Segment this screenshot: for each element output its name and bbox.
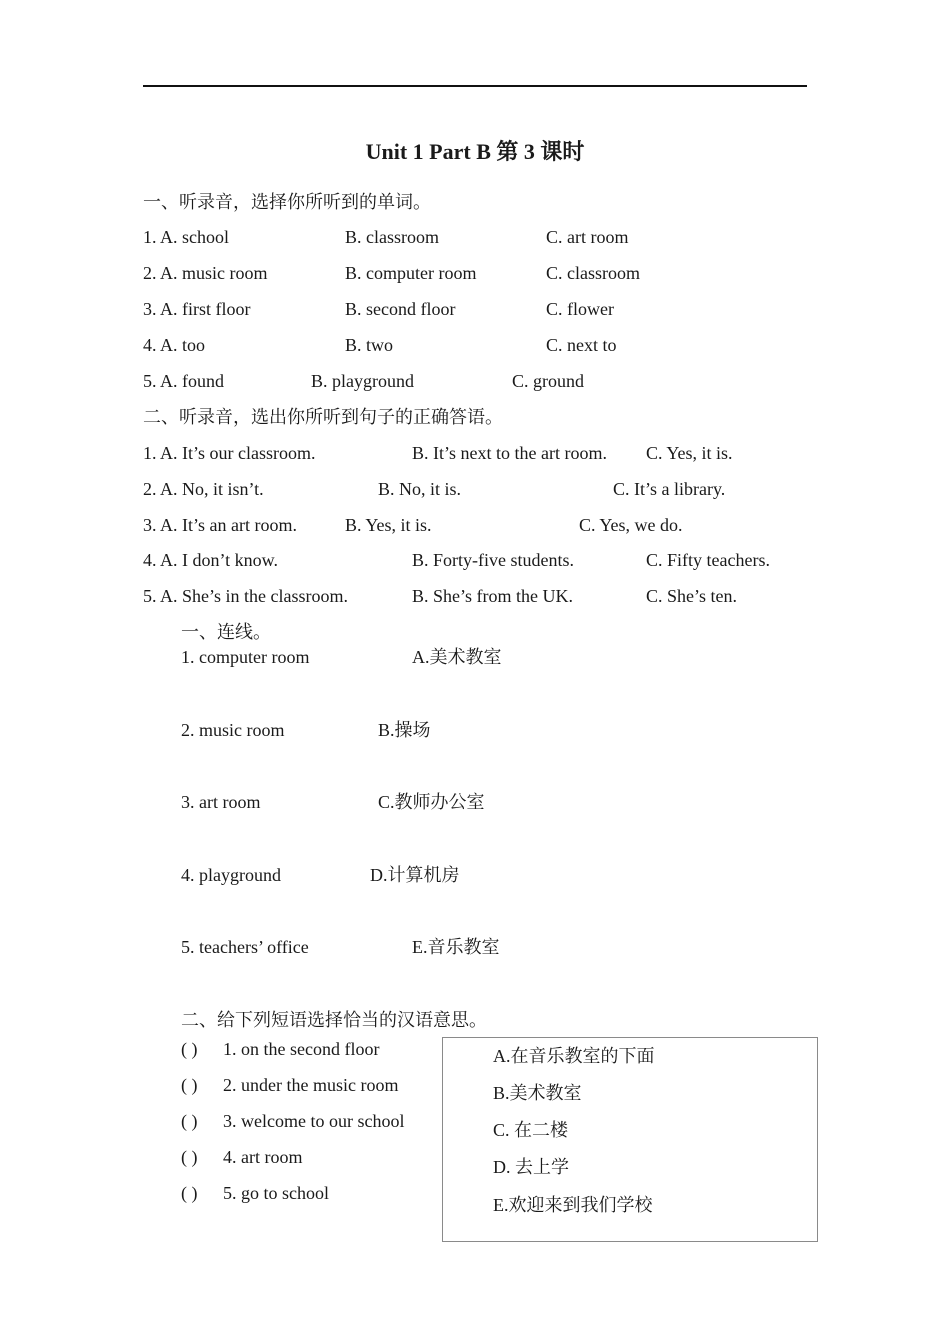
s2-q3-a: 3. A. It’s an art room. — [143, 515, 297, 535]
s2-q2-b: B. No, it is. — [378, 479, 462, 499]
s2-q4-b: B. Forty-five students. — [412, 550, 574, 570]
match-right-a: A.美术教室 — [412, 647, 502, 667]
match-left-1: 1. computer room — [181, 647, 310, 667]
s1-q5-a: 5. A. found — [143, 371, 224, 391]
s1-q2-a: 2. A. music room — [143, 263, 268, 283]
s1-q3-a: 3. A. first floor — [143, 299, 251, 319]
match-left-4: 4. playground — [181, 865, 281, 885]
s1-q1-c: C. art room — [546, 227, 629, 247]
s2-q1-c: C. Yes, it is. — [646, 443, 733, 463]
section4-heading: 二、给下列短语选择恰当的汉语意思。 — [181, 1010, 487, 1030]
phrase-1: 1. on the second floor — [223, 1039, 380, 1059]
s2-q2-a: 2. A. No, it isn’t. — [143, 479, 264, 499]
option-c: C. 在二楼 — [493, 1120, 569, 1140]
s2-q4-a: 4. A. I don’t know. — [143, 550, 278, 570]
option-a: A.在音乐教室的下面 — [493, 1046, 655, 1066]
option-e: E.欢迎来到我们学校 — [493, 1195, 653, 1215]
answer-blank-2[interactable]: ( ) — [181, 1075, 198, 1095]
section3-heading: 一、连线。 — [181, 622, 271, 642]
s2-q5-b: B. She’s from the UK. — [412, 586, 573, 606]
s1-q5-c: C. ground — [512, 371, 584, 391]
section1-heading: 一、听录音，选择你所听到的单词。 — [143, 192, 431, 212]
s1-q3-b: B. second floor — [345, 299, 456, 319]
match-right-c: C.教师办公室 — [378, 792, 485, 812]
s2-q3-b: B. Yes, it is. — [345, 515, 432, 535]
answer-blank-4[interactable]: ( ) — [181, 1147, 198, 1167]
s2-q3-c: C. Yes, we do. — [579, 515, 683, 535]
phrase-4: 4. art room — [223, 1147, 303, 1167]
s1-q4-b: B. two — [345, 335, 394, 355]
phrase-2: 2. under the music room — [223, 1075, 399, 1095]
s2-q5-a: 5. A. She’s in the classroom. — [143, 586, 348, 606]
page-title: Unit 1 Part B 第 3 课时 — [365, 139, 585, 164]
option-b: B.美术教室 — [493, 1083, 582, 1103]
s2-q2-c: C. It’s a library. — [613, 479, 726, 499]
s2-q1-b: B. It’s next to the art room. — [412, 443, 607, 463]
match-right-e: E.音乐教室 — [412, 937, 500, 957]
s2-q1-a: 1. A. It’s our classroom. — [143, 443, 316, 463]
s1-q5-b: B. playground — [311, 371, 414, 391]
phrase-3: 3. welcome to our school — [223, 1111, 405, 1131]
phrase-5: 5. go to school — [223, 1183, 329, 1203]
match-right-d: D.计算机房 — [370, 865, 460, 885]
answer-blank-5[interactable]: ( ) — [181, 1183, 198, 1203]
match-left-5: 5. teachers’ office — [181, 937, 309, 957]
s1-q4-a: 4. A. too — [143, 335, 206, 355]
s1-q2-c: C. classroom — [546, 263, 640, 283]
s2-q4-c: C. Fifty teachers. — [646, 550, 770, 570]
match-left-2: 2. music room — [181, 720, 285, 740]
section2-heading: 二、听录音，选出你所听到句子的正确答语。 — [143, 407, 503, 427]
s1-q4-c: C. next to — [546, 335, 617, 355]
s2-q5-c: C. She’s ten. — [646, 586, 738, 606]
answer-blank-1[interactable]: ( ) — [181, 1039, 198, 1059]
header-rule — [143, 85, 807, 87]
answer-blank-3[interactable]: ( ) — [181, 1111, 198, 1131]
s1-q3-c: C. flower — [546, 299, 614, 319]
s1-q1-b: B. classroom — [345, 227, 439, 247]
option-d: D. 去上学 — [493, 1157, 569, 1177]
match-left-3: 3. art room — [181, 792, 261, 812]
s1-q1-a: 1. A. school — [143, 227, 230, 247]
s1-q2-b: B. computer room — [345, 263, 477, 283]
match-right-b: B.操场 — [378, 720, 431, 740]
